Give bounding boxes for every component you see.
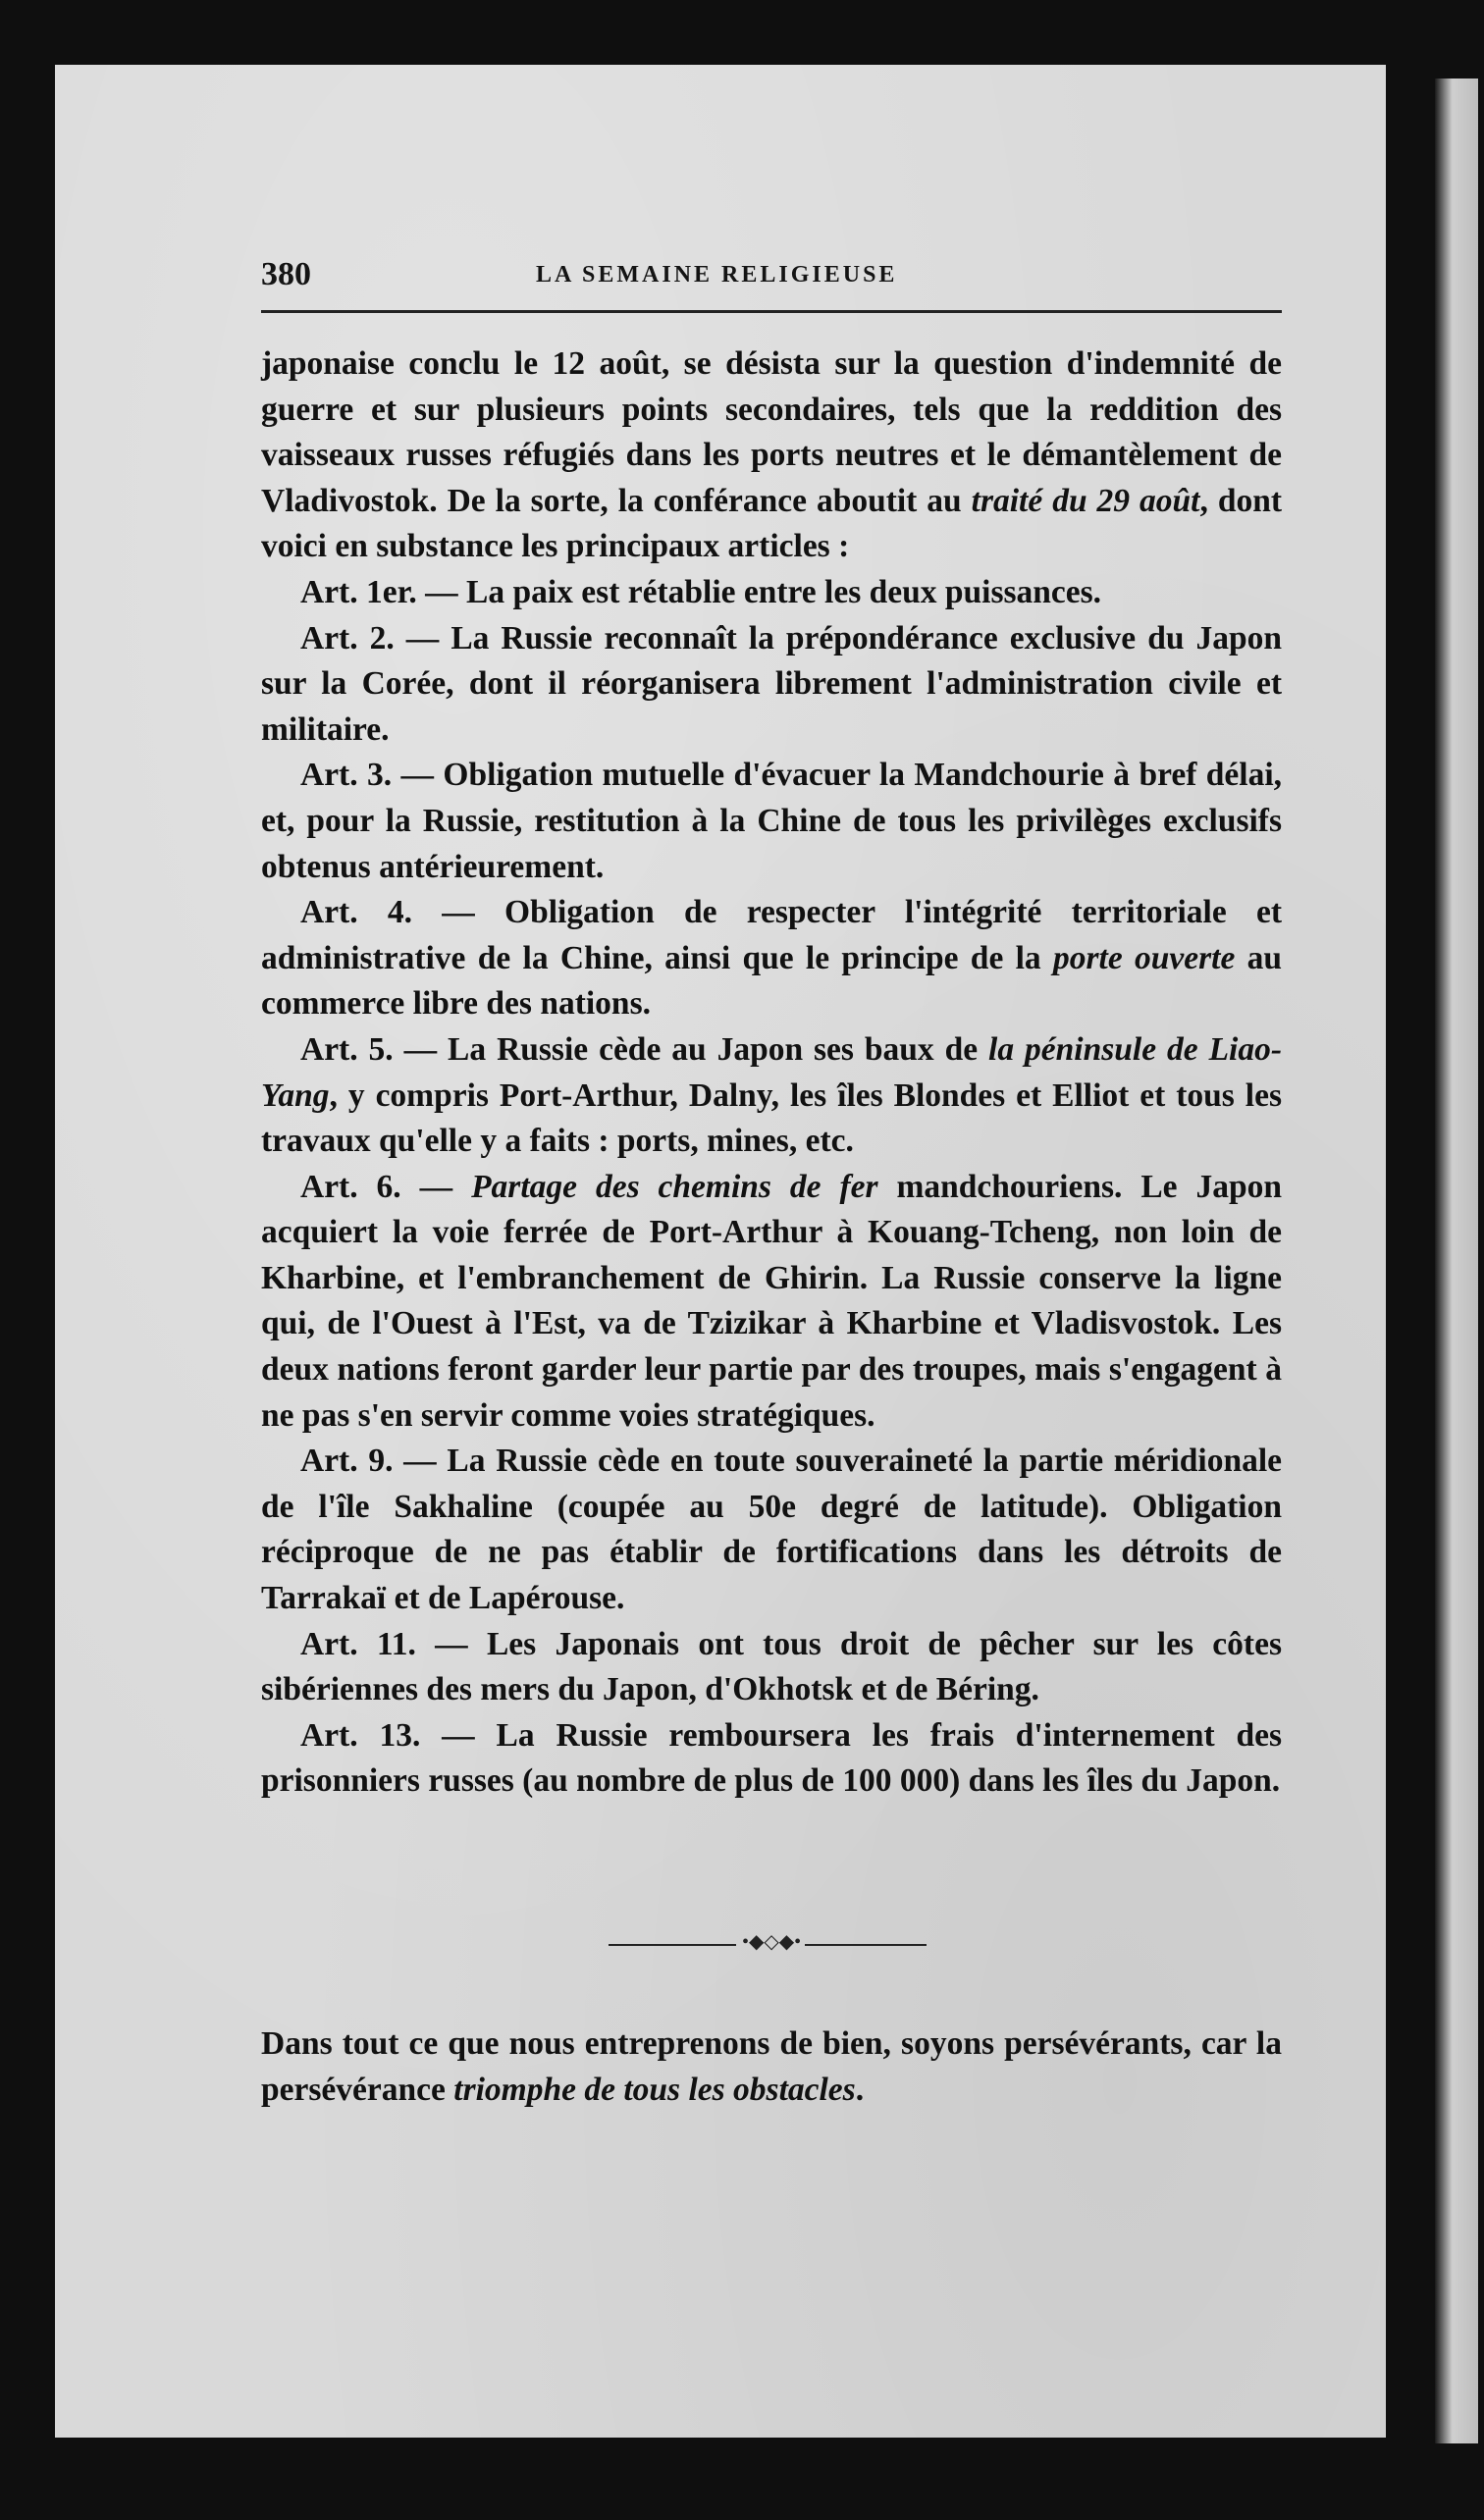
article-1-label: Art. 1er. — [300,573,467,610]
article-2 [261,616,1282,754]
treaty-name: traité du 29 août [971,482,1200,519]
article-4-label: Art. 4. — [300,894,505,931]
article-6-italic: Partage des chemins de fer [471,1168,878,1205]
section-divider [609,1931,927,1955]
article-2-label: Art. 2. — [300,619,451,656]
article-4-text: Obligation de respecter l'intégrité territoriale et administrative de la Chine, ainsi que le principe de la [261,894,1283,976]
closing-text: Dans tout ce que nous entreprenons de bien, soyons persévérants, car la persévérance [261,2025,1282,2108]
article-5-label: Art. 5. — [300,1030,449,1068]
divider-line-left [609,1944,736,1946]
closing-italic: triomphe de tous les obstacles [453,2071,856,2108]
article-3-label: Art. 3. — [300,757,444,794]
article-1 [261,570,1282,616]
intro-text-end: , dont voici en substance les principaux articles : [261,482,1282,565]
intro-paragraph [261,341,1282,570]
article-13 [261,1713,1282,1805]
article-4-italic: porte ouverte [1052,939,1236,976]
running-title: LA SEMAINE RELIGIEUSE [536,262,898,288]
divider-ornament: •◆◇◆• [742,1931,802,1953]
page-header [261,252,1272,311]
article-9-label: Art. 9. — [300,1443,448,1480]
divider-line-right [805,1944,927,1946]
article-3 [261,753,1282,890]
article-3-text: Obligation mutuelle d'évacuer la Mandchourie à bref délai, et, pour la Russie, restitution à la Chine de tous les privilèges exclusifs obtenus antérieurement. [261,757,1282,885]
article-11-text: Les Japonais ont tous droit de pêcher sur les côtes sibériennes des mers du Japon, d'Okhotsk et de Béring. [261,1625,1282,1708]
article-5-text-end: , y compris Port-Arthur, Dalny, les îles Blondes et Elliot et tous les travaux qu'elle y a faits : ports, mines, etc. [261,1076,1282,1160]
article-13-label: Art. 13. — [300,1716,497,1754]
article-6-text: mandchouriens. Le Japon acquiert la voie ferrée de Port-Arthur à Kouang-Tcheng, non loin de Kharbine, et l'embranchement de Ghirin. La Russie conserve la ligne qui, de l'Ouest à l'Est, va de Tzizikar à Kharbine et Vladisvostok. Les deux nations feront garder leur partie par des troupes, mais s'engagent à ne pas s'en servir comme voies stratégiques. [261,1168,1283,1434]
closing-maxim [261,2021,1282,2113]
intro-text: japonaise conclu le 12 août, se désista sur la question d'indemnité de guerre et sur plusieurs points secondaires, tels que la reddition des vaisseaux russes réfugiés dans les ports neutres et le démantèlement de Vladivostok. De la sorte, la conférance aboutit au [261,345,1282,519]
article-2-text: La Russie reconnaît la prépondérance exclusive du Japon sur la Corée, dont il réorganisera librement l'administration civile et militaire. [261,619,1282,748]
article-body [261,341,1282,1805]
article-6-label: Art. 6. — [300,1168,472,1205]
article-5-text: La Russie cède au Japon ses baux de [448,1030,989,1068]
article-4-text-end: au commerce libre des nations. [261,939,1282,1023]
article-1-text: La paix est rétablie entre les deux puissances. [466,573,1102,610]
article-4 [261,890,1282,1027]
article-5-italic: la péninsule de Liao-Yang [261,1030,1282,1114]
article-9 [261,1439,1282,1621]
article-13-text: La Russie remboursera les frais d'internement des prisonniers russes (au nombre de plus de 100 000) dans les îles du Japon. [261,1716,1282,1800]
page-number: 380 [261,256,311,292]
header-rule [261,310,1282,313]
article-11 [261,1622,1282,1713]
article-6 [261,1165,1282,1440]
article-11-label: Art. 11. — [300,1625,487,1662]
article-9-text: La Russie cède en toute souveraineté la partie méridionale de l'île Sakhaline (coupée au 50e degré de latitude). Obligation réciproque de ne pas établir de fortifications dans les détroits de Tarrakaï et de Lapérouse. [261,1443,1283,1617]
closing-end: . [855,2071,865,2108]
article-5 [261,1027,1282,1165]
adjacent-page-edge [1435,79,1478,2443]
